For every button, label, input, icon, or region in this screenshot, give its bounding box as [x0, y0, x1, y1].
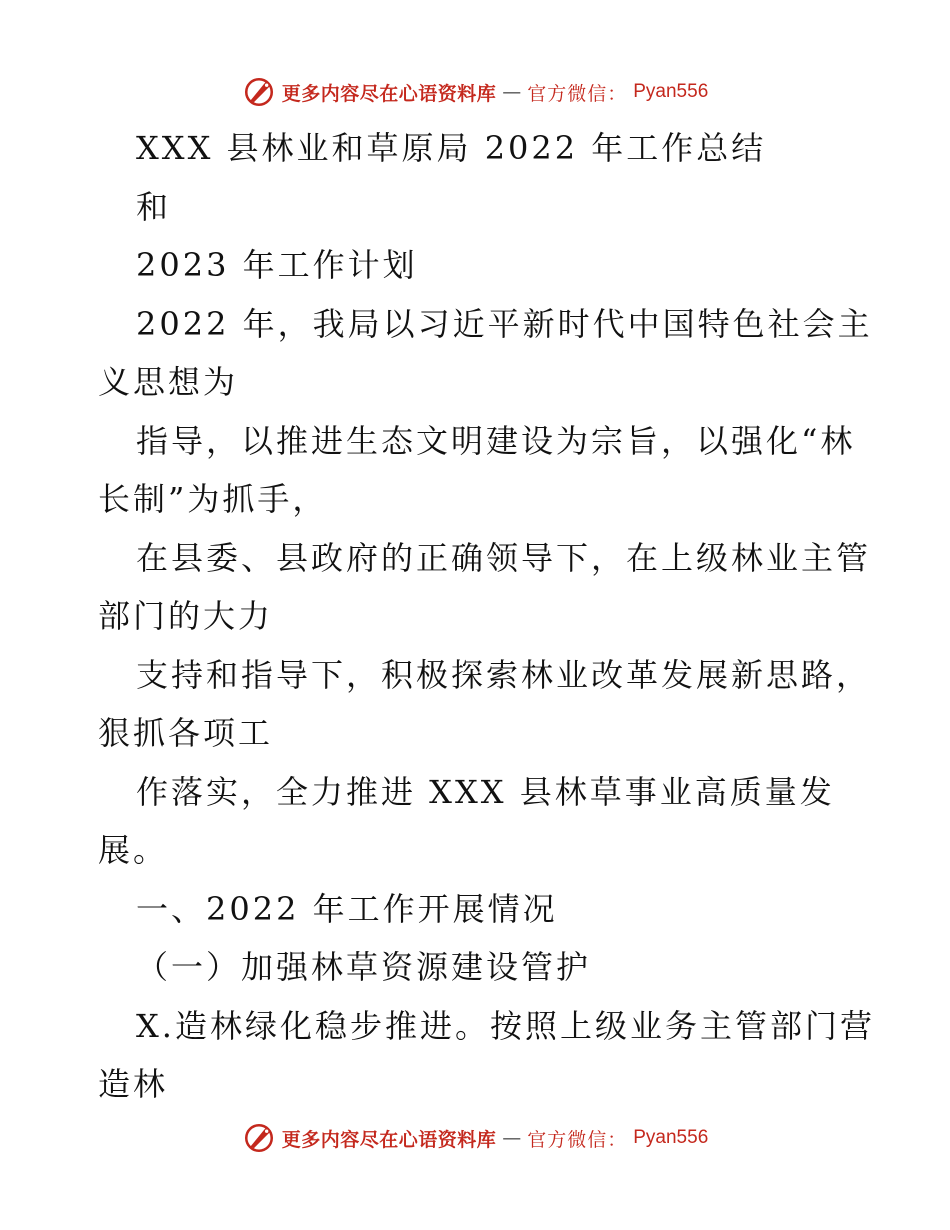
subsection-heading: （一）加强林草资源建设管护 — [136, 948, 592, 986]
watermark-brand-text: 更多内容尽在心语资料库 — [281, 1128, 497, 1151]
watermark-code: Pyan556 — [633, 1127, 709, 1148]
watermark-separator: — — [502, 81, 522, 103]
doc-line: 部门的大力 — [98, 597, 274, 635]
watermark-label: 官方微信： — [527, 1128, 628, 1151]
watermark-code: Pyan556 — [633, 81, 709, 102]
footer-watermark — [0, 1116, 950, 1160]
pen-logo-icon — [242, 75, 276, 109]
document-body — [98, 119, 875, 1114]
header-watermark — [0, 70, 950, 114]
doc-line: 作落实，全力推进 XXX 县林草事业高质量发 — [136, 772, 835, 811]
doc-line: 在县委、县政府的正确领导下，在上级林业主管 — [136, 538, 872, 577]
doc-line: 展。 — [98, 831, 169, 869]
watermark-label: 官方微信： — [527, 82, 628, 105]
watermark-brand-text: 更多内容尽在心语资料库 — [281, 82, 497, 105]
doc-line: 狠抓各项工 — [98, 714, 274, 752]
section-heading: 一、2022 年工作开展情况 — [136, 889, 558, 928]
doc-line: 支持和指导下，积极探索林业改革发展新思路， — [136, 655, 872, 694]
doc-title-line-2: 和 — [136, 187, 172, 226]
doc-line: 2022 年，我局以习近平新时代中国特色社会主 — [136, 304, 873, 343]
doc-line: 长制”为抓手， — [98, 480, 328, 518]
watermark-brand — [242, 1121, 709, 1155]
doc-line: 指导，以推进生态文明建设为宗旨，以强化“林 — [136, 421, 856, 460]
watermark-brand — [242, 75, 709, 109]
doc-line: X.造林绿化稳步推进。按照上级业务主管部门营 — [136, 1006, 875, 1045]
watermark-separator: — — [502, 1127, 522, 1149]
pen-logo-icon — [242, 1121, 276, 1155]
doc-title-line-1: XXX 县林业和草原局 2022 年工作总结 — [136, 129, 767, 167]
doc-line: 造林 — [98, 1065, 169, 1103]
doc-title-line-3: 2023 年工作计划 — [136, 246, 418, 284]
doc-line: 义思想为 — [98, 363, 239, 401]
